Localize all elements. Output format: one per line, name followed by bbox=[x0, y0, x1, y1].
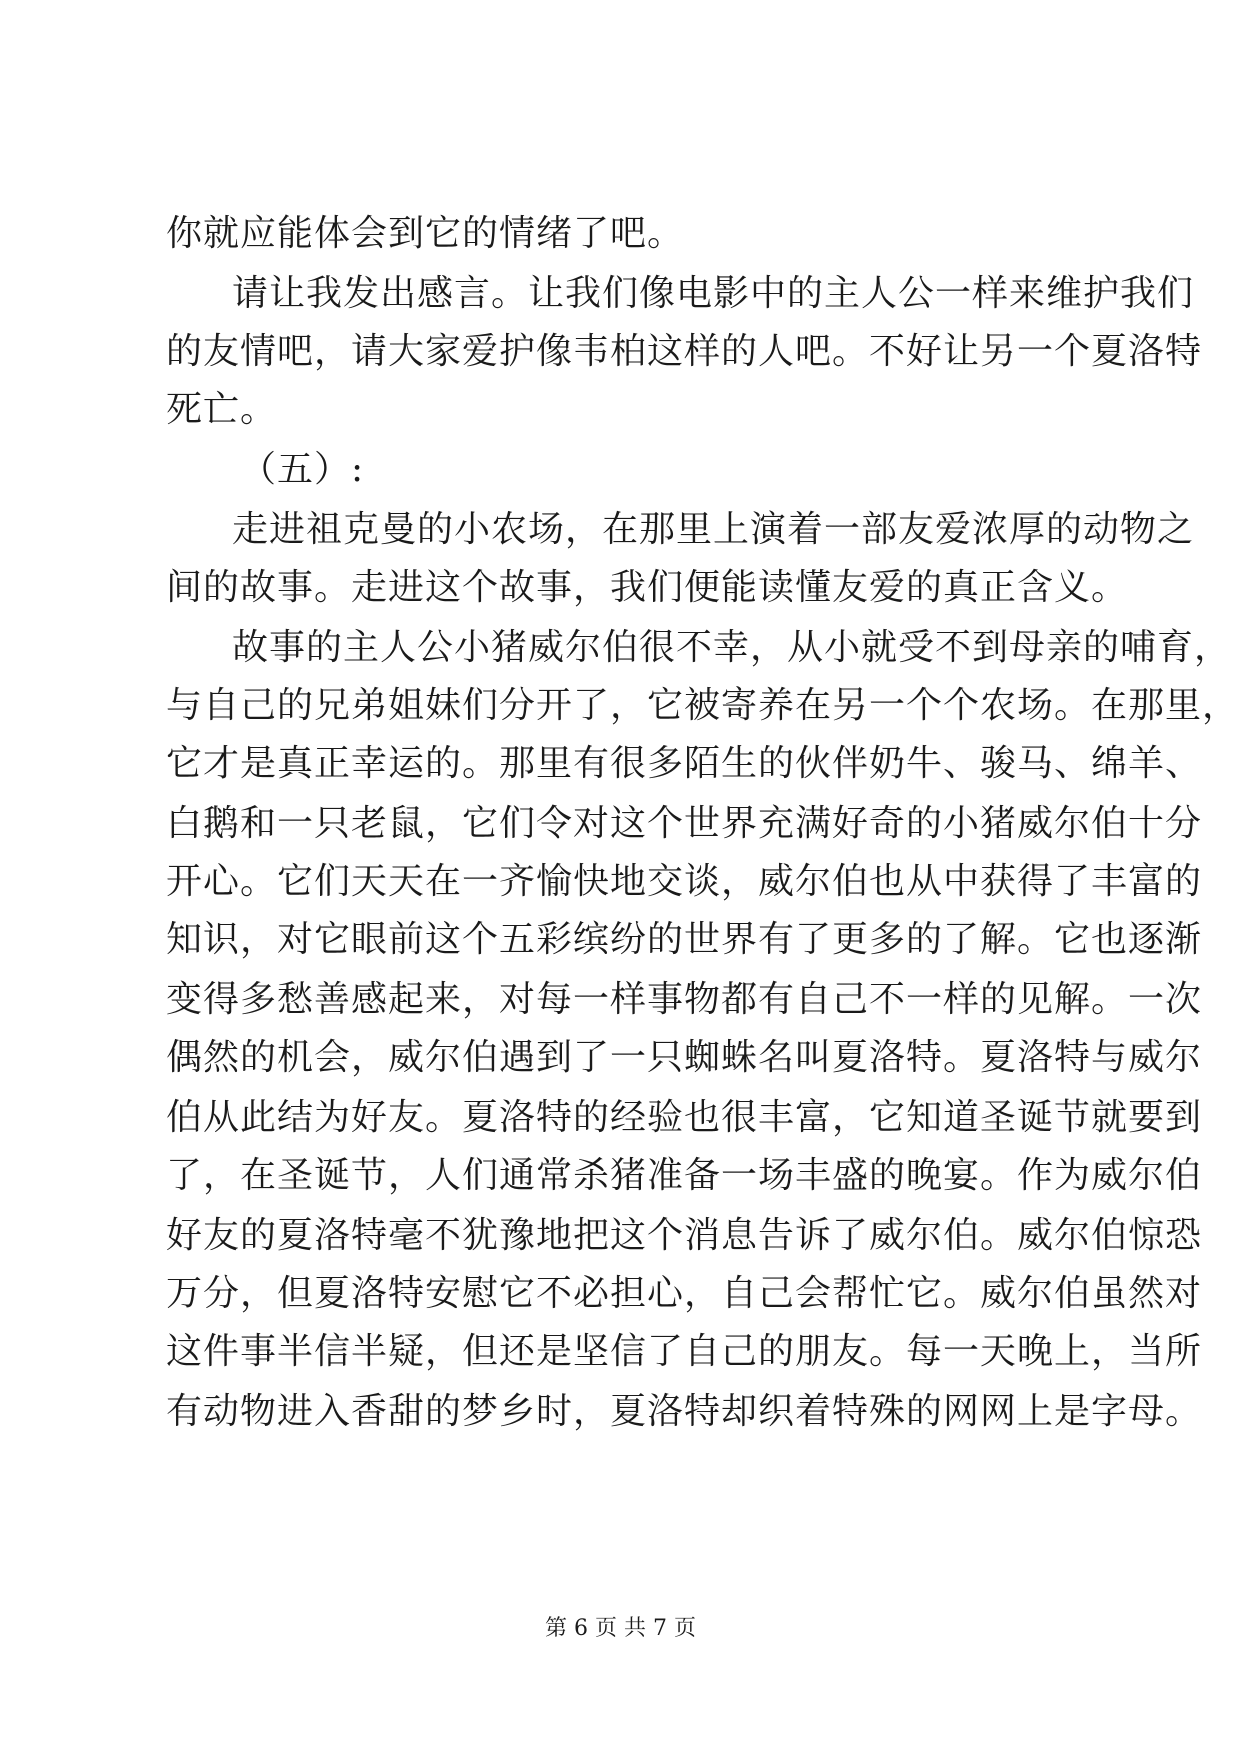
text-line-4: 死亡。 bbox=[166, 389, 278, 430]
text-line-18: 好友的夏洛特毫不犹豫地把这个消息告诉了威尔伯。威尔伯惊恐 bbox=[166, 1215, 1203, 1256]
text-line-15: 偶然的机会，威尔伯遇到了一只蜘蛛名叫夏洛特。夏洛特与威尔 bbox=[166, 1037, 1203, 1078]
text-line-19: 万分，但夏洛特安慰它不必担心，自己会帮忙它。威尔伯虽然对 bbox=[166, 1273, 1203, 1314]
text-line-1: 你就应能体会到它的情绪了吧。 bbox=[166, 213, 685, 254]
text-line-6: 走进祖克曼的小农场，在那里上演着一部友爱浓厚的动物之 bbox=[232, 509, 1195, 550]
text-line-20: 这件事半信半疑，但还是坚信了自己的朋友。每一天晚上，当所 bbox=[166, 1331, 1203, 1372]
text-line-14: 变得多愁善感起来，对每一样事物都有自己不一样的见解。一次 bbox=[166, 979, 1203, 1020]
text-line-12: 开心。它们天天在一齐愉快地交谈，威尔伯也从中获得了丰富的 bbox=[166, 861, 1203, 902]
text-line-17: 了，在圣诞节，人们通常杀猪准备一场丰盛的晚宴。作为威尔伯 bbox=[166, 1155, 1203, 1196]
text-line-7: 间的故事。走进这个故事，我们便能读懂友爱的真正含义。 bbox=[166, 567, 1129, 608]
page-number-footer: 第 6 页 共 7 页 bbox=[545, 1616, 696, 1641]
section-heading: （五）: bbox=[240, 449, 365, 490]
text-line-9: 与自己的兄弟姐妹们分开了，它被寄养在另一个个农场。在那里， bbox=[166, 685, 1240, 726]
text-line-13: 知识，对它眼前这个五彩缤纷的世界有了更多的了解。它也逐渐 bbox=[166, 919, 1203, 960]
text-line-3: 的友情吧，请大家爱护像韦柏这样的人吧。不好让另一个夏洛特 bbox=[166, 331, 1203, 372]
text-line-8: 故事的主人公小猪威尔伯很不幸，从小就受不到母亲的哺育， bbox=[232, 627, 1232, 668]
text-line-11: 白鹅和一只老鼠，它们令对这个世界充满好奇的小猪威尔伯十分 bbox=[166, 803, 1203, 844]
text-line-10: 它才是真正幸运的。那里有很多陌生的伙伴奶牛、骏马、绵羊、 bbox=[166, 743, 1203, 784]
text-line-2: 请让我发出感言。让我们像电影中的主人公一样来维护我们 bbox=[232, 273, 1195, 314]
text-line-21: 有动物进入香甜的梦乡时，夏洛特却织着特殊的网网上是字母。 bbox=[166, 1391, 1203, 1432]
text-line-16: 伯从此结为好友。夏洛特的经验也很丰富，它知道圣诞节就要到 bbox=[166, 1097, 1203, 1138]
